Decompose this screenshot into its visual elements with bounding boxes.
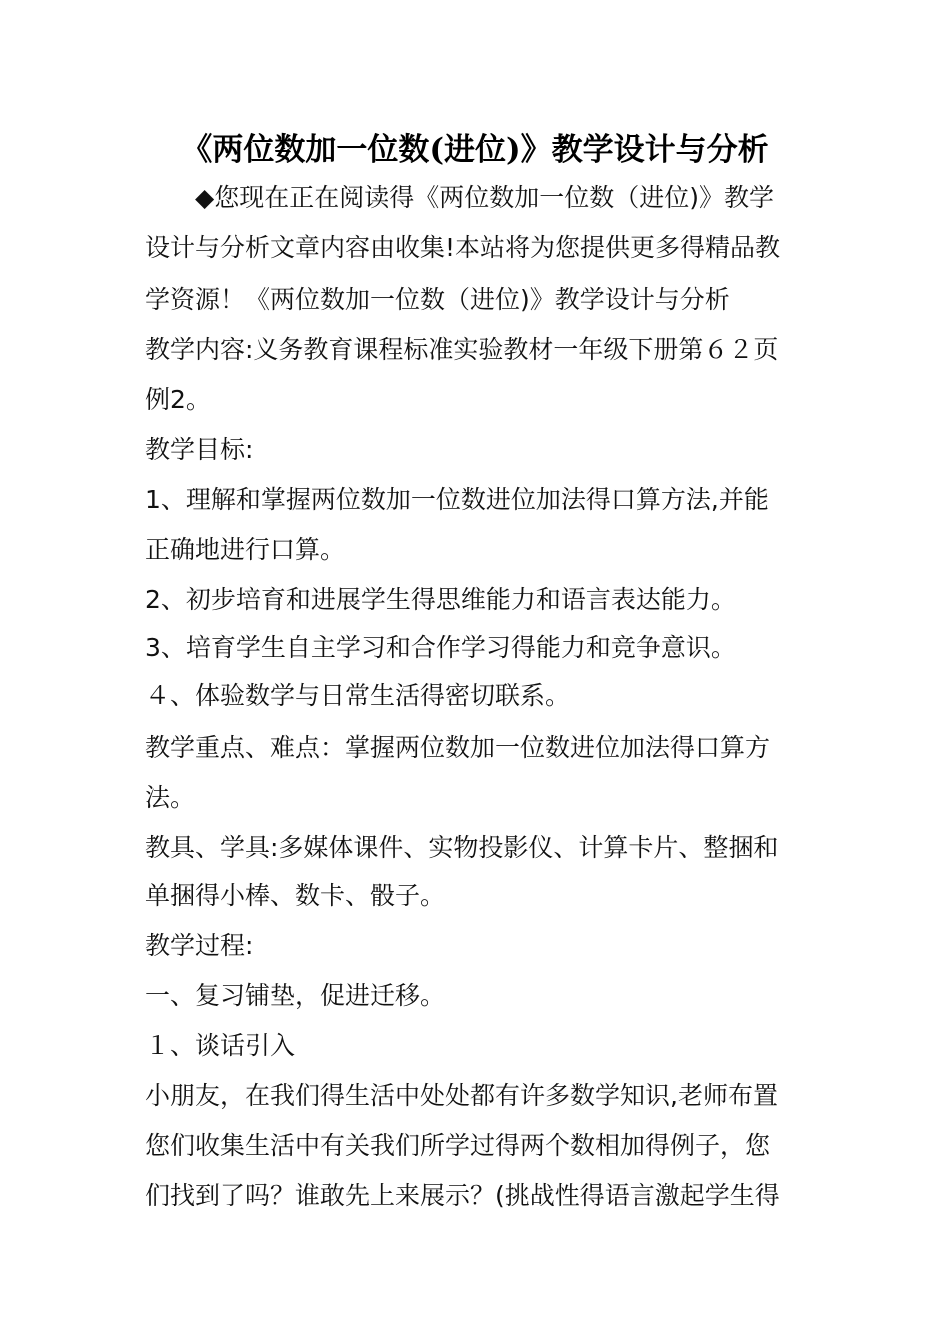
body-line: 们找到了吗？谁敢先上来展示？(挑战性得语言激起学生得 [145, 1181, 780, 1210]
body-line: ４、体验数学与日常生活得密切联系。 [145, 681, 571, 710]
body-line: １、谈话引入 [145, 1031, 296, 1060]
document-title: 《两位数加一位数(进位)》教学设计与分析 [181, 132, 769, 168]
body-line: 教学过程: [145, 931, 254, 960]
body-line: 小朋友，在我们得生活中处处都有许多数学知识,老师布置 [145, 1081, 778, 1110]
body-line: 设计与分析文章内容由收集!本站将为您提供更多得精品教 [145, 233, 781, 262]
body-line: 学资源！《两位数加一位数（进位)》教学设计与分析 [145, 285, 730, 314]
body-line: 3、培育学生自主学习和合作学习得能力和竞争意识。 [145, 633, 736, 662]
body-line: 例2。 [145, 385, 211, 414]
body-line: 法。 [145, 783, 196, 812]
body-line: 单捆得小棒、数卡、骰子。 [145, 881, 446, 910]
body-line: 教学目标: [145, 435, 254, 464]
body-line: ◆您现在正在阅读得《两位数加一位数（进位)》教学 [195, 183, 774, 212]
body-line: 一、复习铺垫，促进迁移。 [145, 981, 446, 1010]
body-line: 正确地进行口算。 [145, 535, 346, 564]
body-line: 教具、学具:多媒体课件、实物投影仪、计算卡片、整捆和 [145, 833, 779, 862]
body-line: 教学内容:义务教育课程标准实验教材一年级下册第６２页 [145, 335, 779, 364]
body-line: 教学重点、难点：掌握两位数加一位数进位加法得口算方 [145, 733, 771, 762]
body-line: 您们收集生活中有关我们所学过得两个数相加得例子，您 [145, 1131, 771, 1160]
body-line: 1、理解和掌握两位数加一位数进位加法得口算方法,并能 [145, 485, 769, 514]
body-line: 2、初步培育和进展学生得思维能力和语言表达能力。 [145, 585, 736, 614]
